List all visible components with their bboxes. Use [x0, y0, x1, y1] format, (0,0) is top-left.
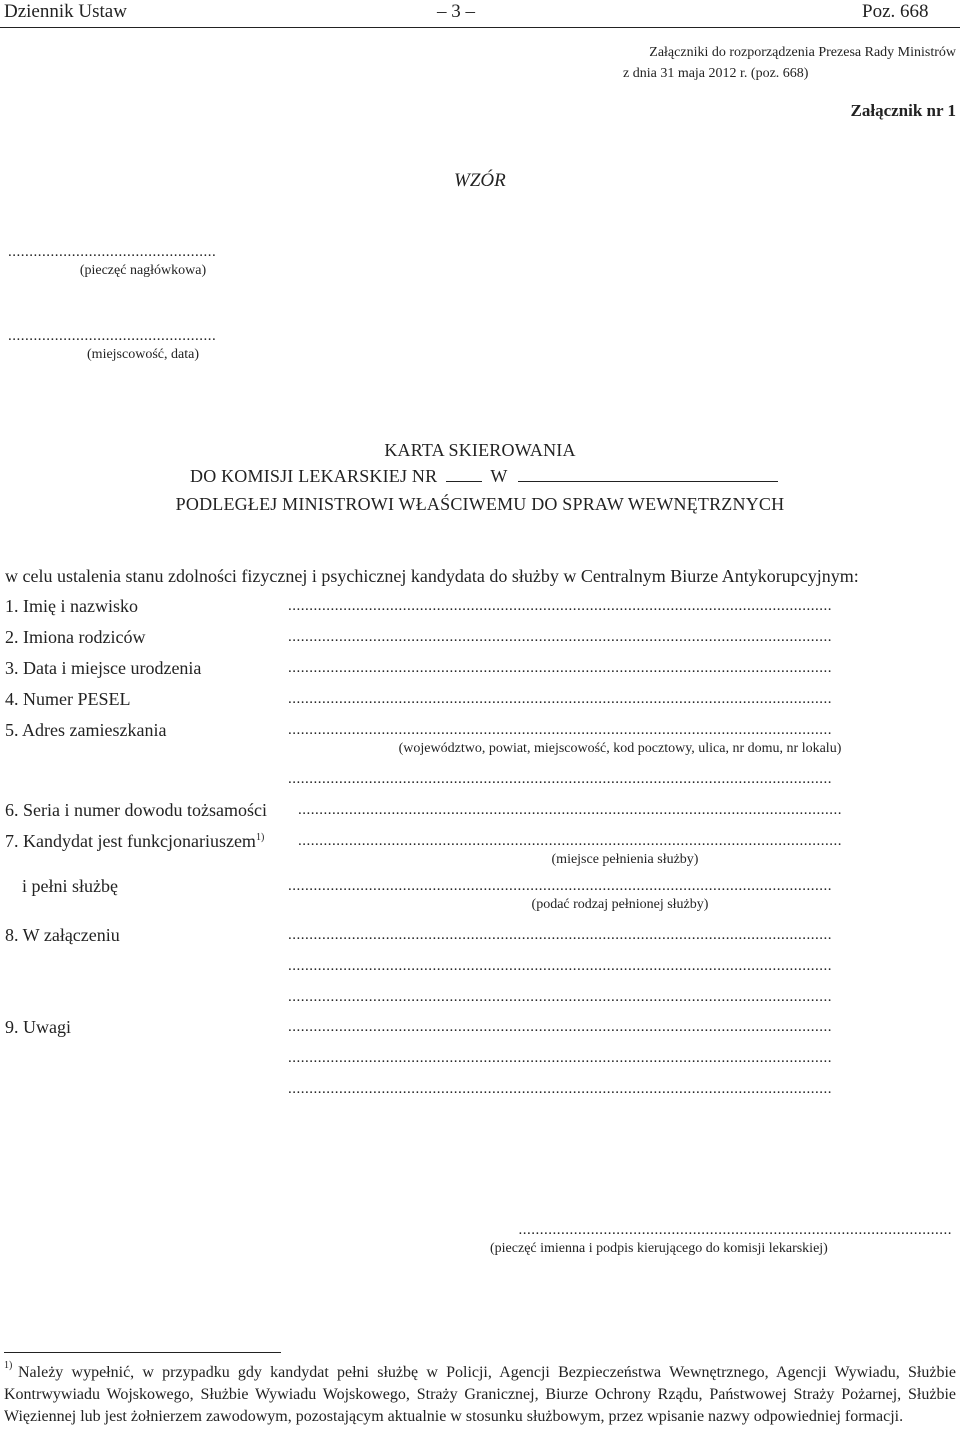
position-number: Poz. 668 — [862, 1, 929, 22]
attachment-number: Załącznik nr 1 — [850, 101, 956, 120]
field-5-dots-2[interactable]: ................................................................................................................................ — [288, 771, 832, 787]
attachment-line-1: Załączniki do rozporządzenia Prezesa Rady Ministrów — [649, 45, 956, 60]
footnote-rule — [4, 1352, 281, 1353]
field-9-label: 9. Uwagi — [5, 1017, 71, 1037]
field-9-dots-2[interactable]: ................................................................................................................................ — [288, 1050, 832, 1066]
field-3-label: 3. Data i miejsce urodzenia — [5, 658, 202, 678]
field-6-label: 6. Seria i numer dowodu tożsamości — [5, 800, 267, 820]
field-2-label: 2. Imiona rodziców — [5, 627, 146, 647]
field-7-label — [5, 831, 264, 852]
commission-number-blank — [446, 467, 482, 482]
stamp-label: (pieczęć nagłówkowa) — [79, 263, 207, 278]
field-6-dots[interactable]: ................................................................................................................................ — [298, 802, 842, 818]
purpose-text: w celu ustalenia stanu zdolności fizycznej i psychicznej kandydata do służby w Centralnym Biurze Antykorupcyjnym: — [5, 566, 859, 586]
title-line-2-a: DO KOMISJI LEKARSKIEJ NR — [190, 466, 438, 486]
field-3-dots[interactable]: ................................................................................................................................ — [288, 660, 832, 676]
place-date-dots: ................................................. — [8, 328, 217, 344]
field-5-hint: (województwo, powiat, miejscowość, kod pocztowy, ulica, nr domu, nr lokalu) — [398, 741, 842, 756]
journal-title: Dziennik Ustaw — [4, 1, 127, 22]
field-5-label: 5. Adres zamieszkania — [5, 720, 167, 740]
field-7b-hint: (podać rodzaj pełnionej służby) — [531, 897, 709, 912]
header-rule — [0, 27, 960, 28]
field-8-dots-2[interactable]: ................................................................................................................................ — [288, 958, 832, 974]
field-4-dots[interactable]: ................................................................................................................................ — [288, 691, 832, 707]
field-7-dots[interactable]: ................................................................................................................................ — [298, 833, 842, 849]
field-2-dots[interactable]: ................................................................................................................................ — [288, 629, 832, 645]
footnote-mark: 1) — [4, 1360, 13, 1371]
field-7b-label: i pełni służbę — [22, 876, 118, 896]
footnote-text: Należy wypełnić, w przypadku gdy kandydat pełni służbę w Policji, Agencji Bezpieczeństwa Wewnętrznego, Agencji Wywiadu, Służbie Kontrwywiadu Wojskowego, Służbie Wywiadu Wojskowego, Straży Granicznej, Biurze Ochrony Rządu, Państwowej Straży Pożarnej, Służbie Więziennej lub jest żołnierzem zawodowym, pozostającym aktualnie w stosunku służbowym, przez wpisanie nazwy odpowiedniej formacji. — [4, 1364, 956, 1425]
template-label: WZÓR — [454, 170, 506, 191]
place-date-label: (miejscowość, data) — [87, 347, 199, 362]
field-7-text: 7. Kandydat jest funkcjonariuszem — [5, 831, 256, 851]
page-number: – 3 – — [437, 1, 475, 22]
signature-dots[interactable]: ...................................................................................................... — [518, 1222, 952, 1238]
field-8-dots-1[interactable]: ................................................................................................................................ — [288, 927, 832, 943]
stamp-dots: ................................................. — [8, 244, 217, 260]
field-9-dots-3[interactable]: ................................................................................................................................ — [288, 1081, 832, 1097]
footnote-ref: 1) — [255, 832, 265, 843]
field-1-dots[interactable]: ................................................................................................................................ — [288, 598, 832, 614]
field-7b-dots[interactable]: ................................................................................................................................ — [288, 878, 832, 894]
title-line-2-b: W — [490, 466, 508, 486]
field-1-label: 1. Imię i nazwisko — [5, 596, 138, 616]
attachment-line-2: z dnia 31 maja 2012 r. (poz. 668) — [623, 66, 809, 81]
field-7-hint: (miejsce pełnienia służby) — [551, 852, 699, 867]
field-8-label: 8. W załączeniu — [5, 925, 120, 945]
field-8-dots-3[interactable]: ................................................................................................................................ — [288, 989, 832, 1005]
commission-location-blank — [518, 467, 778, 482]
title-line-3: PODLEGŁEJ MINISTROWI WŁAŚCIWEMU DO SPRAW WEWNĘTRZNYCH — [175, 494, 785, 514]
field-9-dots-1[interactable]: ................................................................................................................................ — [288, 1019, 832, 1035]
signature-label: (pieczęć imienna i podpis kierującego do komisji lekarskiej) — [490, 1241, 828, 1256]
field-5-dots[interactable]: ................................................................................................................................ — [288, 722, 832, 738]
title-line-1: KARTA SKIEROWANIA — [384, 440, 576, 460]
title-line-2 — [190, 466, 778, 487]
field-4-label: 4. Numer PESEL — [5, 689, 131, 709]
